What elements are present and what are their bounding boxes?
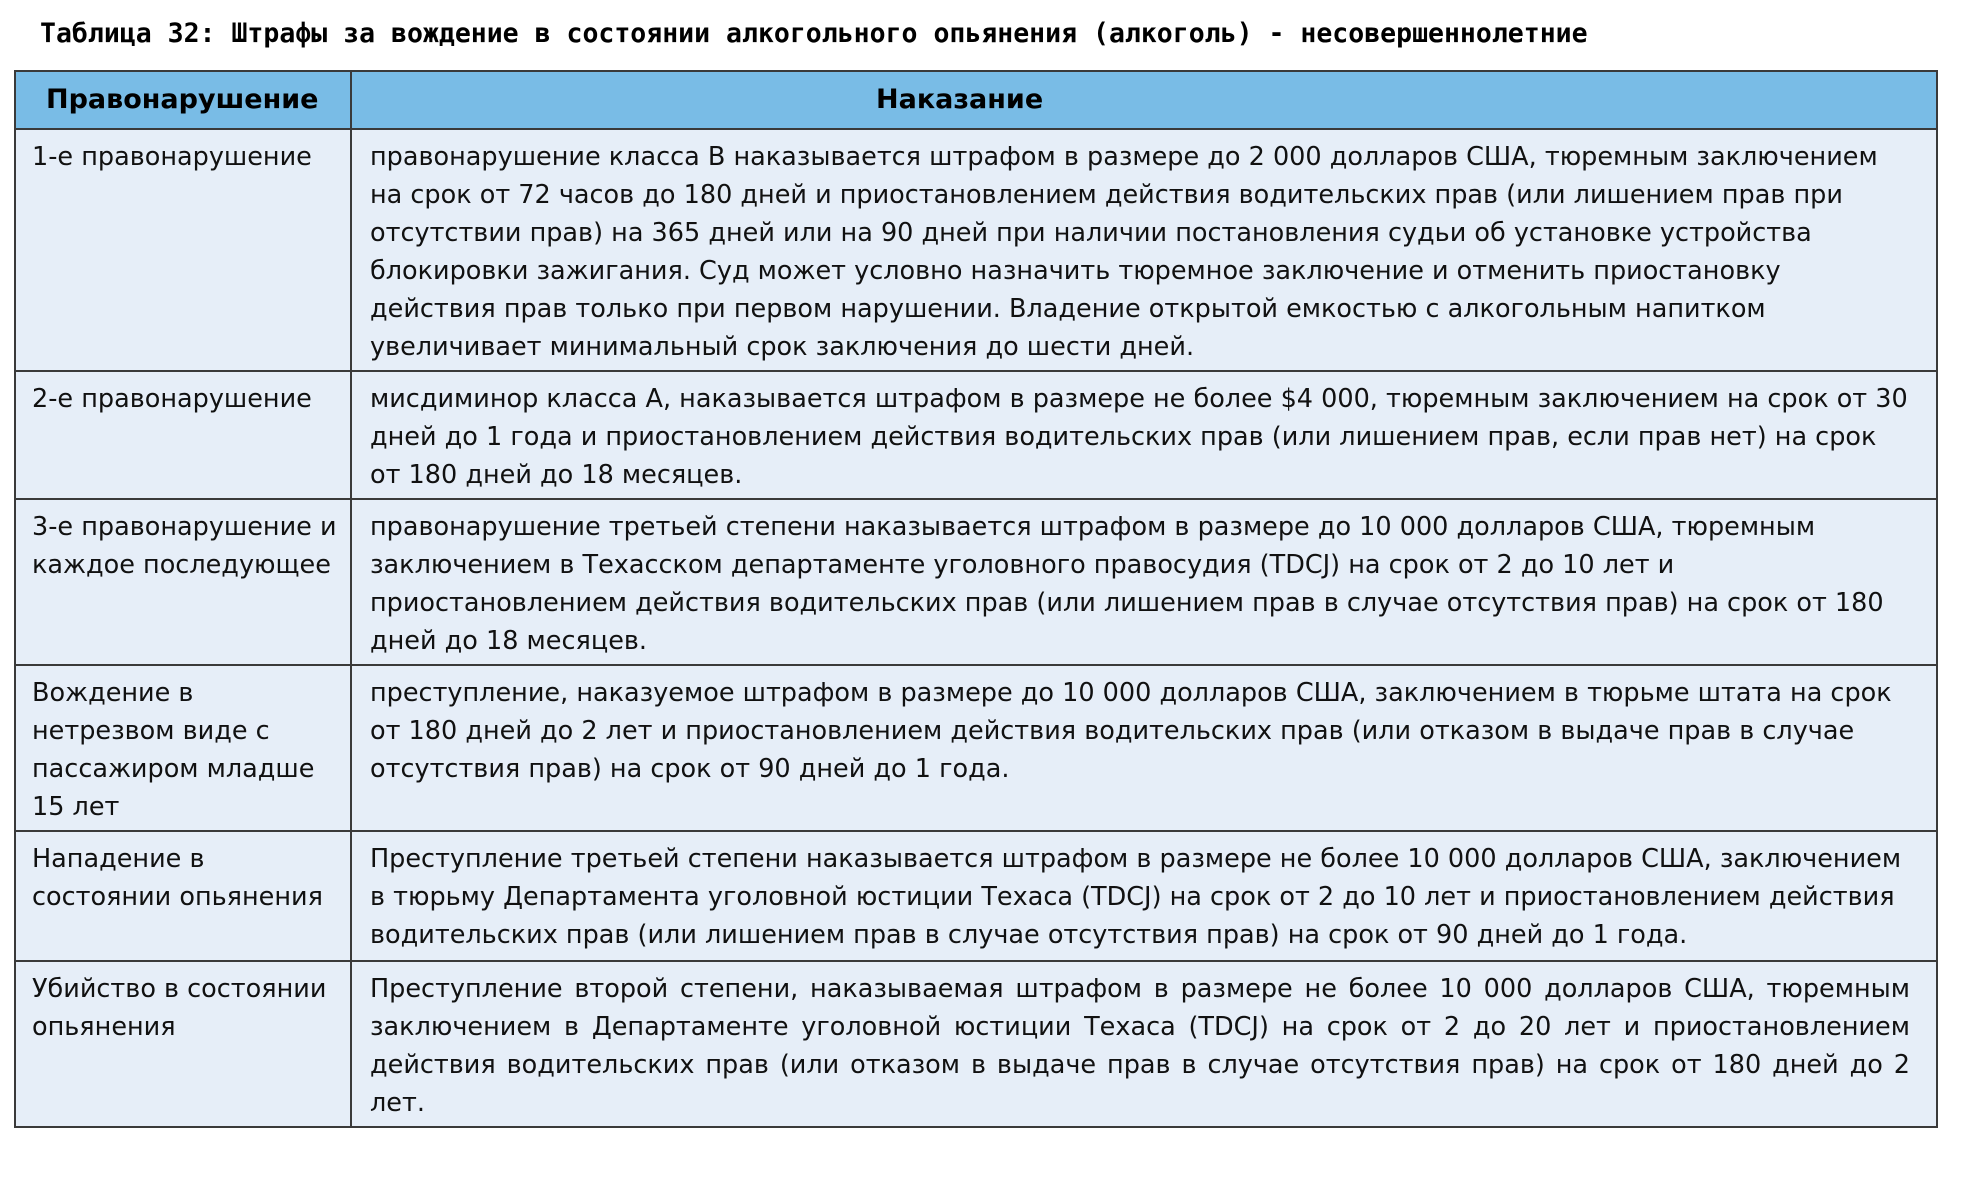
table-row <box>15 961 1937 1127</box>
offense-cell: 1-е правонарушение <box>15 129 351 371</box>
offense-cell: Вождение в нетрезвом виде с пассажиром младше 15 лет <box>15 665 351 831</box>
penalty-cell: преступление, наказуемое штрафом в размере до 10 000 долларов США, заключением в тюрьме штата на срок от 180 дней до 2 лет и приостановлением действия водительских прав (или отказом в выдаче прав в случае отсутствия прав) на срок от 90 дней до 1 года. <box>351 665 1937 831</box>
penalty-cell: правонарушение третьей степени наказывается штрафом в размере до 10 000 долларов США, тюремным заключением в Техасском департаменте уголовного правосудия (TDCJ) на срок от 2 до 10 лет и приостановлением действия водительских прав (или лишением прав в случае отсутствия прав) на срок от 180 дней до 18 месяцев. <box>351 499 1937 665</box>
table-row <box>15 371 1937 499</box>
column-header-penalty: Наказание <box>351 71 1937 129</box>
penalty-cell: Преступление второй степени, наказываемая штрафом в размере не более 10 000 долларов США, тюремным заключением в Департаменте уголовной юстиции Техаса (TDCJ) на срок от 2 до 20 лет и приостановлением действия водительских прав (или отказом в выдаче прав в случае отсутствия прав) на срок от 180 дней до 2 лет. <box>351 961 1937 1127</box>
penalty-cell: правонарушение класса B наказывается штрафом в размере до 2 000 долларов США, тюремным заключением на срок от 72 часов до 180 дней и приостановлением действия водительских прав (или лишением прав при отсутствии прав) на 365 дней или на 90 дней при наличии постановления судьи об установке устройства блокировки зажигания. Суд может условно назначить тюремное заключение и отменить приостановку действия прав только при первом нарушении. Владение открытой емкостью с алкогольным напитком увеличивает минимальный срок заключения до шести дней. <box>351 129 1937 371</box>
table-title: Таблица 32: Штрафы за вождение в состоянии алкогольного опьянения (алкоголь) - несовершеннолетние <box>40 18 1588 49</box>
offense-cell: 3-е правонарушение и каждое последующее <box>15 499 351 665</box>
offense-cell: 2-е правонарушение <box>15 371 351 499</box>
offense-cell: Нападение в состоянии опьянения <box>15 831 351 961</box>
header-row <box>15 71 1937 129</box>
table-row <box>15 129 1937 371</box>
penalty-cell: Преступление третьей степени наказывается штрафом в размере не более 10 000 долларов США, заключением в тюрьму Департамента уголовной юстиции Техаса (TDCJ) на срок от 2 до 10 лет и приостановлением действия водительских прав (или лишением прав в случае отсутствия прав) на срок от 90 дней до 1 года. <box>351 831 1937 961</box>
fines-table <box>14 70 1938 1128</box>
table-row <box>15 665 1937 831</box>
table-row <box>15 499 1937 665</box>
table-row <box>15 831 1937 961</box>
penalty-cell: мисдиминор класса A, наказывается штрафом в размере не более $4 000, тюремным заключением на срок от 30 дней до 1 года и приостановлением действия водительских прав (или лишением прав, если прав нет) на срок от 180 дней до 18 месяцев. <box>351 371 1937 499</box>
offense-cell: Убийство в состоянии опьянения <box>15 961 351 1127</box>
column-header-offense: Правонарушение <box>15 71 351 129</box>
